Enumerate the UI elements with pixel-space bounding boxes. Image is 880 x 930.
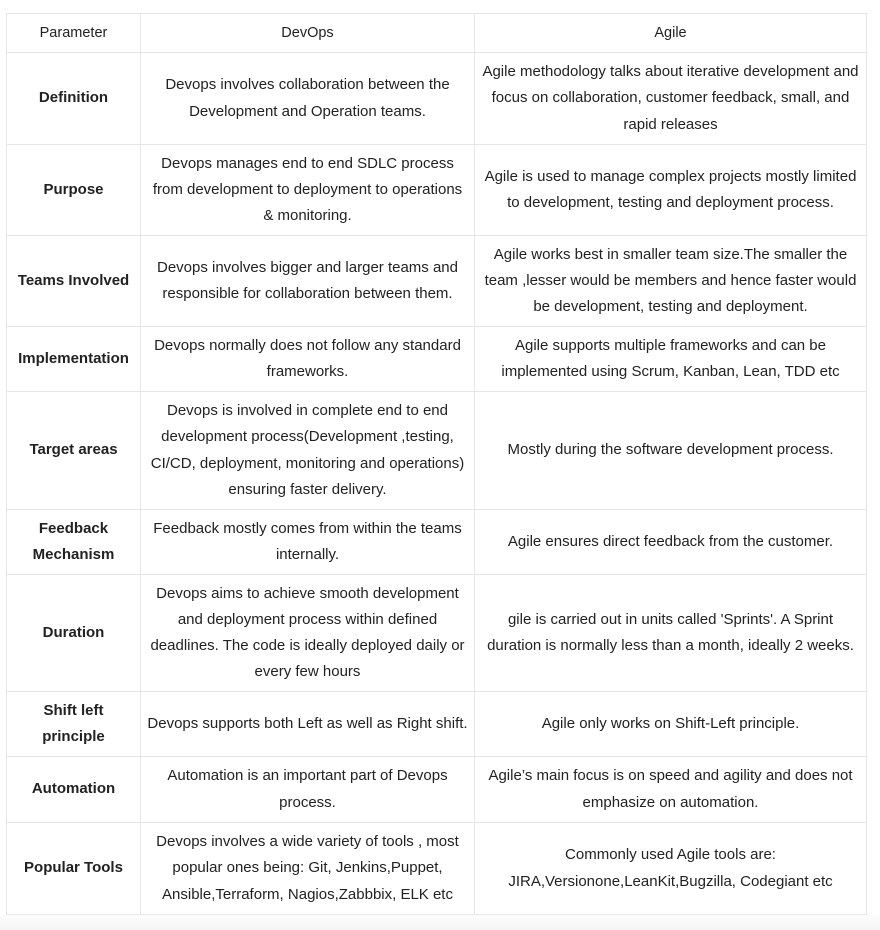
row-agile-cell: Agile supports multiple frameworks and can be implemented using Scrum, Kanban, Lean, TDD etc bbox=[475, 327, 867, 392]
row-devops-cell: Devops manages end to end SDLC process from development to deployment to operations & monitoring. bbox=[141, 145, 475, 236]
table-row-duration bbox=[7, 575, 867, 692]
table-row-definition bbox=[7, 53, 867, 145]
row-devops-cell: Devops normally does not follow any standard frameworks. bbox=[141, 327, 475, 392]
row-agile-cell: Agile ensures direct feedback from the customer. bbox=[475, 510, 867, 575]
row-devops-cell: Feedback mostly comes from within the teams internally. bbox=[141, 510, 475, 575]
row-parameter-cell: Feedback Mechanism bbox=[7, 510, 141, 575]
row-agile-cell: gile is carried out in units called 'Sprints'. A Sprint duration is normally less than a month, ideally 2 weeks. bbox=[475, 575, 867, 692]
devops-vs-agile-table bbox=[6, 13, 867, 915]
row-devops-cell: Devops is involved in complete end to end development process(Development ,testing, CI/CD, deployment, monitoring and operations) ensuring faster delivery. bbox=[141, 392, 475, 510]
row-parameter-cell: Teams Involved bbox=[7, 236, 141, 327]
table-row-purpose bbox=[7, 145, 867, 236]
comparison-table-container bbox=[6, 13, 866, 915]
row-parameter-cell: Duration bbox=[7, 575, 141, 692]
table-header-row bbox=[7, 14, 867, 53]
row-parameter-cell: Definition bbox=[7, 53, 141, 145]
row-parameter-cell: Target areas bbox=[7, 392, 141, 510]
header-devops: DevOps bbox=[141, 14, 475, 53]
header-agile: Agile bbox=[475, 14, 867, 53]
table-row-target-areas bbox=[7, 392, 867, 510]
bottom-fade bbox=[0, 912, 880, 930]
row-devops-cell: Devops involves collaboration between the Development and Operation teams. bbox=[141, 53, 475, 145]
row-devops-cell: Devops supports both Left as well as Right shift. bbox=[141, 692, 475, 757]
row-devops-cell: Devops aims to achieve smooth development and deployment process within defined deadlines. The code is ideally deployed daily or every few hours bbox=[141, 575, 475, 692]
row-parameter-cell: Automation bbox=[7, 757, 141, 823]
row-agile-cell: Agile only works on Shift-Left principle. bbox=[475, 692, 867, 757]
table-row-feedback-mechanism bbox=[7, 510, 867, 575]
table-row-teams-involved bbox=[7, 236, 867, 327]
row-agile-cell: Commonly used Agile tools are: JIRA,Versionone,LeanKit,Bugzilla, Codegiant etc bbox=[475, 823, 867, 915]
table-row-popular-tools bbox=[7, 823, 867, 915]
row-agile-cell: Agile methodology talks about iterative development and focus on collaboration, customer feedback, small, and rapid releases bbox=[475, 53, 867, 145]
row-devops-cell: Devops involves a wide variety of tools , most popular ones being: Git, Jenkins,Puppet, Ansible,Terraform, Nagios,Zabbbix, ELK etc bbox=[141, 823, 475, 915]
row-parameter-cell: Purpose bbox=[7, 145, 141, 236]
row-devops-cell: Devops involves bigger and larger teams and responsible for collaboration between them. bbox=[141, 236, 475, 327]
row-parameter-cell: Implementation bbox=[7, 327, 141, 392]
row-parameter-cell: Shift left principle bbox=[7, 692, 141, 757]
row-agile-cell: Agile’s main focus is on speed and agility and does not emphasize on automation. bbox=[475, 757, 867, 823]
table-row-shift-left-principle bbox=[7, 692, 867, 757]
row-agile-cell: Mostly during the software development process. bbox=[475, 392, 867, 510]
table-row-implementation bbox=[7, 327, 867, 392]
row-devops-cell: Automation is an important part of Devops process. bbox=[141, 757, 475, 823]
header-parameter: Parameter bbox=[7, 14, 141, 53]
row-parameter-cell: Popular Tools bbox=[7, 823, 141, 915]
row-agile-cell: Agile is used to manage complex projects mostly limited to development, testing and deployment process. bbox=[475, 145, 867, 236]
table-row-automation bbox=[7, 757, 867, 823]
row-agile-cell: Agile works best in smaller team size.The smaller the team ,lesser would be members and hence faster would be development, testing and deployment. bbox=[475, 236, 867, 327]
